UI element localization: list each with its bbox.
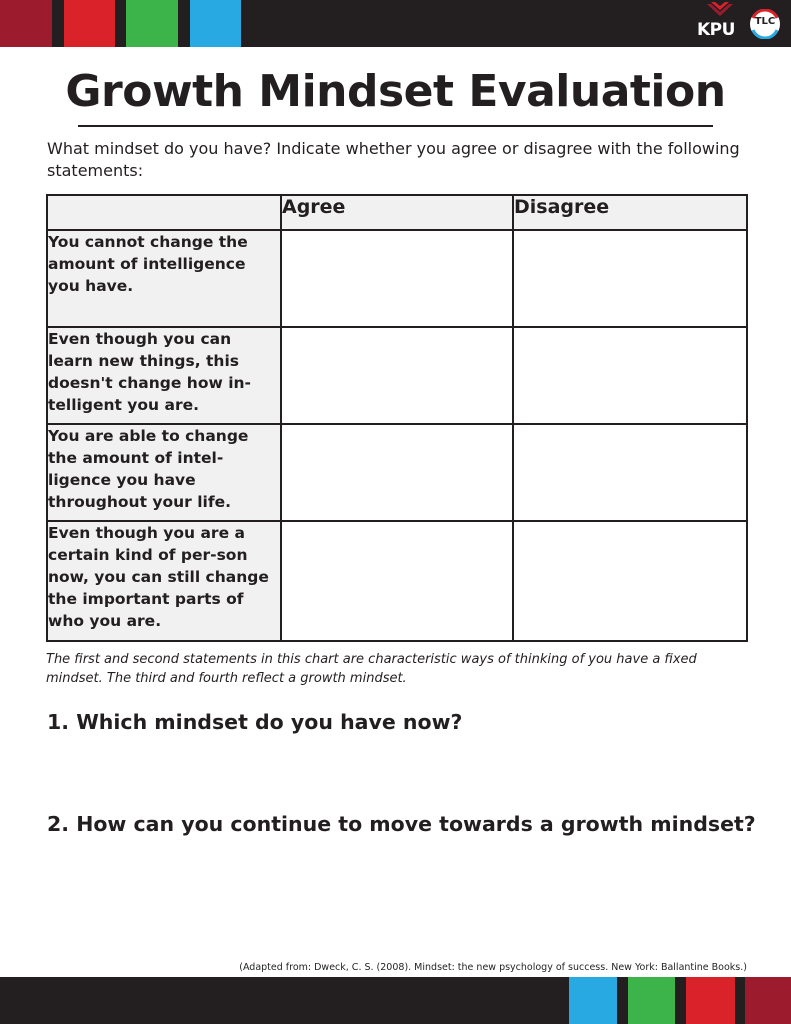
- statement-4: Even though you are a certain kind of per-son now, you can still change the important parts of who you are.: [47, 521, 281, 641]
- explanation-note: The first and second statements in this chart are characteristic ways of thinking of you have a fixed mindset. The third and fourth reflect a growth mindset.: [46, 652, 697, 686]
- stripe-blue: [190, 0, 241, 47]
- question-2: 2. How can you continue to move towards a growth mindset?: [47, 812, 756, 836]
- stripe-maroon: [745, 977, 791, 1024]
- intro-text: What mindset do you have? Indicate whether you agree or disagree with the following statements:: [47, 139, 740, 180]
- bottom-color-bar: [0, 977, 791, 1024]
- column-header-statement: [47, 195, 281, 230]
- disagree-cell-3[interactable]: [513, 424, 747, 521]
- statement-3: You are able to change the amount of intel-ligence you have throughout your life.: [47, 424, 281, 521]
- column-header-agree: Agree: [281, 195, 513, 230]
- kpu-logo-icon: [697, 0, 743, 22]
- stripe-red: [64, 0, 115, 47]
- table-row: [47, 327, 747, 424]
- table-header-row: [47, 195, 747, 230]
- agree-cell-2[interactable]: [281, 327, 513, 424]
- table-row: [47, 230, 747, 327]
- stripe-green: [126, 0, 178, 47]
- table-row: [47, 424, 747, 521]
- stripe-red: [686, 977, 735, 1024]
- agree-cell-4[interactable]: [281, 521, 513, 641]
- kpu-logo: [697, 0, 743, 44]
- tlc-badge: [748, 7, 782, 41]
- tlc-badge-text: TLC: [754, 16, 776, 27]
- column-header-disagree: Disagree: [513, 195, 747, 230]
- agree-cell-1[interactable]: [281, 230, 513, 327]
- stripe-maroon: [0, 0, 52, 47]
- disagree-cell-1[interactable]: [513, 230, 747, 327]
- mindset-table: [46, 194, 748, 642]
- page-title: Growth Mindset Evaluation: [65, 66, 726, 117]
- table-row: [47, 521, 747, 641]
- kpu-logo-text: KPU: [697, 20, 735, 40]
- title-underline: [78, 125, 713, 127]
- disagree-cell-2[interactable]: [513, 327, 747, 424]
- disagree-cell-4[interactable]: [513, 521, 747, 641]
- statement-2: Even though you can learn new things, this doesn't change how in-telligent you are.: [47, 327, 281, 424]
- agree-cell-3[interactable]: [281, 424, 513, 521]
- question-1: 1. Which mindset do you have now?: [47, 710, 463, 734]
- citation: (Adapted from: Dweck, C. S. (2008). Mindset: the new psychology of success. New York: Ballantine Books.): [239, 962, 747, 973]
- stripe-blue: [569, 977, 617, 1024]
- top-color-bar: [0, 0, 791, 47]
- statement-1: You cannot change the amount of intelligence you have.: [47, 230, 281, 327]
- stripe-green: [628, 977, 675, 1024]
